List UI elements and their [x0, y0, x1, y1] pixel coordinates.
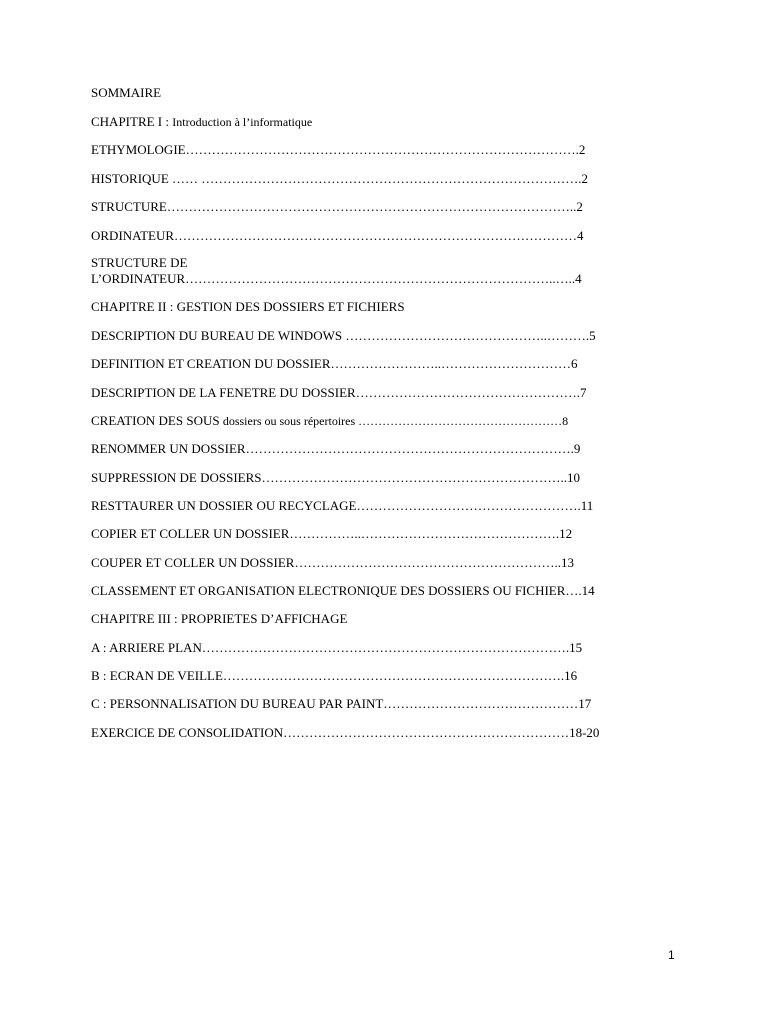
toc-entry: RENOMMER UN DOSSIER………………………………………………………………….9	[91, 441, 581, 456]
toc-entry: SUPPRESSION DE DOSSIERS……………………………………………………………..10	[91, 470, 580, 485]
toc-entry: CLASSEMENT ET ORGANISATION ELECTRONIQUE DES DOSSIERS OU FICHIER….14	[91, 583, 595, 598]
toc-entry: ETHYMOLOGIE……………………………………………………………………………….2	[91, 142, 586, 157]
toc-entry	[91, 413, 568, 429]
toc-entry: A : ARRIERE PLAN………………………………………………………………………….15	[91, 640, 583, 655]
toc-entry: RESTTAURER UN DOSSIER OU RECYCLAGE…………………………………………….11	[91, 498, 594, 513]
toc-entry: C : PERSONNALISATION DU BUREAU PAR PAINT………………………………………17	[91, 696, 592, 711]
chapter-1-name: Introduction à l’informatique	[172, 115, 313, 129]
toc-entry: HISTORIQUE …… …………………………………………………………………………….2	[91, 171, 589, 186]
chapter-2-title: CHAPITRE II : GESTION DES DOSSIERS ET FICHIERS	[91, 299, 405, 314]
toc-entry: B : ECRAN DE VEILLE…………………………………………………………………….16	[91, 668, 578, 683]
chapter-1-prefix: CHAPITRE I :	[91, 114, 173, 129]
toc-entry: COPIER ET COLLER UN DOSSIER……………..……………………………………….12	[91, 526, 573, 541]
chapter-3-title: CHAPITRE III : PROPRIETES D’AFFICHAGE	[91, 611, 348, 626]
toc-entry: STRUCTURE…………………………………………………………………………………..2	[91, 199, 583, 214]
chapter-1-title	[91, 114, 312, 130]
toc-entry: DESCRIPTION DU BUREAU DE WINDOWS ………………………………………..……….5	[91, 328, 596, 343]
toc-entry: COUPER ET COLLER UN DOSSIER……………………………………………………..13	[91, 555, 574, 570]
toc-entry-line2: L’ORDINATEUR…………………………………………………………………………..…..4	[91, 271, 582, 286]
toc-entry: DEFINITION ET CREATION DU DOSSIER……………………..…………………………6	[91, 356, 578, 371]
toc-entry: EXERCICE DE CONSOLIDATION…………………………………………………………18-20	[91, 725, 600, 740]
toc-entry-line1: STRUCTURE DE	[91, 255, 188, 270]
page-number: 1	[668, 948, 675, 962]
toc-heading: SOMMAIRE	[91, 85, 162, 100]
toc-entry-suffix: dossiers ou sous répertoires ……………………………………………8	[222, 414, 569, 428]
toc-entry: DESCRIPTION DE LA FENETRE DU DOSSIER…………………………………………….7	[91, 385, 587, 400]
toc-entry: ORDINATEUR…………………………………………………………………………………4	[91, 228, 584, 243]
toc-entry-prefix: CREATION DES SOUS	[91, 413, 223, 428]
